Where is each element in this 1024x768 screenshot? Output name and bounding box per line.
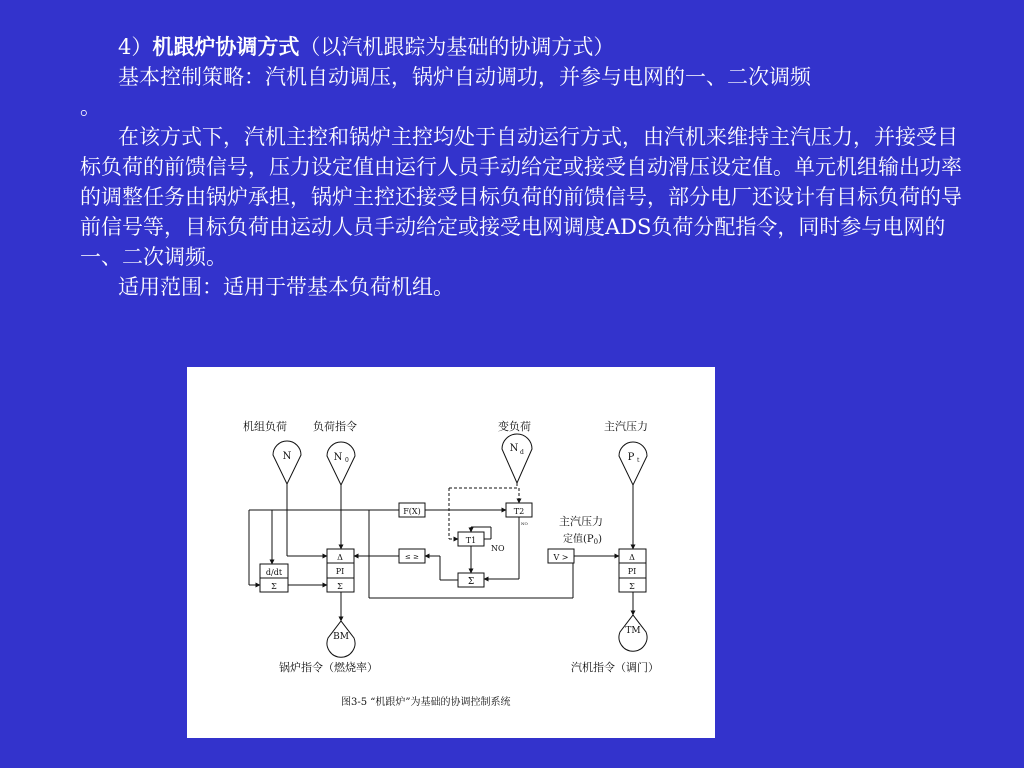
svg-text:BM: BM: [333, 632, 349, 642]
label-pressure-setpoint-2: 定值$(P_0)$: [563, 534, 603, 546]
label-unit-load: 机组负荷: [243, 420, 287, 433]
node-tm: [619, 615, 647, 651]
svg-text:P: P: [627, 452, 635, 463]
strategy-paragraph: [80, 62, 970, 122]
svg-text:F(X): F(X): [403, 507, 421, 516]
svg-text:Σ: Σ: [629, 582, 635, 591]
heading-prefix: 4）: [118, 35, 153, 59]
description-paragraph: 在该方式下，汽机主控和锅炉主控均处于自动运行方式，由汽机来维持主汽压力，并接受目标负荷的前馈信号，压力设定值由运行人员手动给定或接受自动滑压设定值。单元机组输出功率的调整任务由锅炉承担，锅炉主控还接受目标负荷的前馈信号，部分电厂还设计有目标负荷的导前信号等，目标负荷由运动人员手动给定或接受电网调度ADS负荷分配指令，同时参与电网的一、二次调频。: [80, 125, 962, 269]
svg-text:t: t: [637, 457, 640, 464]
svg-text:Σ: Σ: [467, 577, 475, 587]
label-load-command: 负荷指令: [313, 420, 357, 433]
diagram-connections: [249, 484, 633, 621]
svg-text:Σ: Σ: [337, 582, 343, 591]
svg-text:V >: V >: [553, 553, 569, 562]
svg-text:PI: PI: [335, 567, 345, 576]
block-pi-right: [619, 549, 646, 592]
label-turbine-command: 汽机指令（调门）: [571, 661, 659, 674]
svg-text:N: N: [509, 443, 519, 454]
node-bm: [327, 621, 355, 657]
node-n0: [327, 442, 355, 485]
svg-text:T1: T1: [465, 536, 477, 545]
svg-text:d: d: [520, 449, 524, 456]
diagram-caption: 图3-5 “机跟炉”为基础的协调控制系统: [341, 697, 511, 708]
svg-text:Δ: Δ: [629, 553, 635, 562]
block-pi-left: [327, 549, 354, 592]
block-v-gt: [548, 549, 574, 563]
block-limiter: [399, 549, 425, 563]
label-pressure-setpoint-1: 主汽压力: [559, 515, 603, 528]
svg-text:NO: NO: [521, 521, 528, 526]
node-nd: [502, 434, 532, 483]
block-ddt: [260, 564, 288, 592]
svg-text:N: N: [282, 451, 292, 462]
heading-title: 机跟炉协调方式: [152, 34, 300, 59]
svg-text:N: N: [333, 452, 343, 463]
svg-text:≤ ≥: ≤ ≥: [405, 553, 419, 561]
node-n: [273, 441, 301, 484]
strategy-end: 。: [80, 95, 101, 119]
heading-subtitle: （以汽机跟踪为基础的协调方式）: [299, 35, 615, 59]
control-diagram: [187, 367, 715, 738]
svg-text:Σ: Σ: [271, 582, 277, 591]
label-boiler-command: 锅炉指令（燃烧率）: [279, 661, 378, 674]
slide-text: [80, 32, 970, 302]
label-variable-load: 变负荷: [498, 420, 531, 433]
strategy-text: 基本控制策略：汽机自动调压，锅炉自动调功，并参与电网的一、二次调频: [118, 65, 811, 89]
svg-text:TM: TM: [625, 626, 641, 636]
block-sum-mid: [458, 573, 484, 587]
node-pt: [619, 442, 647, 485]
svg-text:d/dt: d/dt: [265, 568, 283, 577]
scope-paragraph: 适用范围：适用于带基本负荷机组。: [118, 275, 454, 299]
svg-text:0: 0: [345, 457, 349, 464]
svg-text:T2: T2: [513, 507, 525, 516]
control-diagram-svg: [187, 367, 715, 738]
svg-text:Δ: Δ: [337, 553, 343, 562]
heading: [80, 32, 970, 62]
block-fx: [399, 503, 425, 517]
label-main-steam-pressure: 主汽压力: [604, 420, 648, 433]
svg-text:PI: PI: [627, 567, 637, 576]
label-no: NO: [491, 544, 505, 553]
block-t1: [458, 532, 484, 546]
